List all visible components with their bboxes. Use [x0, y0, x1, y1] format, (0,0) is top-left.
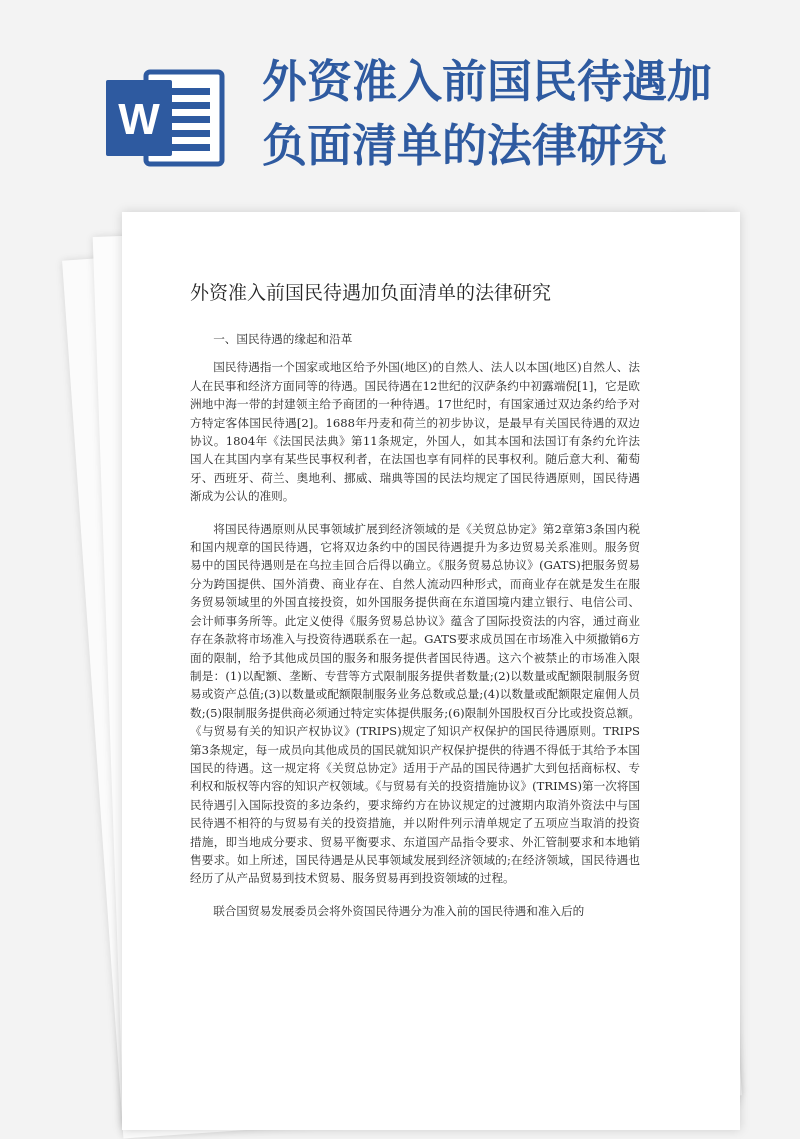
word-document-icon: [106, 66, 226, 170]
header-title: [262, 50, 782, 178]
header-title-line1: 外资准入前国民待遇加: [262, 55, 713, 108]
document-body: [190, 330, 640, 934]
section-heading: 一、国民待遇的缘起和沿革: [213, 332, 353, 346]
document-title: 外资准入前国民待遇加负面清单的法律研究: [190, 282, 552, 304]
paragraph-1: 国民待遇指一个国家或地区给予外国(地区)的自然人、法人以本国(地区)自然人、法人在民事和经济方面同等的待遇。国民待遇在12世纪的汉萨条约中初露端倪[1]，它是欧洲地中海一带的封建领主给予商团的一种待遇。17世纪时，有国家通过双边条约给予对方特定客体国民待遇[2]。1688年丹麦和荷兰的初步协议，是最早有关国民待遇的双边协议。1804年《法国民法典》第11条规定，外国人，如其本国和法国订有条约允许法国人在其国内享有某些民事权利者，在法国也享有同样的民事权利。随后意大利、葡萄牙、西班牙、荷兰、奥地利、挪威、瑞典等国的民法均规定了国民待遇原则，国民待遇渐成为公认的准则。: [190, 360, 640, 504]
document-page: [122, 212, 740, 1130]
word-icon-letter: W: [118, 95, 160, 144]
header-title-line2: 负面清单的法律研究: [262, 119, 668, 172]
paragraph-3: 联合国贸易发展委员会将外资国民待遇分为准入前的国民待遇和准入后的: [213, 903, 585, 918]
paragraph-2: 将国民待遇原则从民事领域扩展到经济领域的是《关贸总协定》第2章第3条国内税和国内规章的国民待遇，它将双边条约中的国民待遇提升为多边贸易关系准则。服务贸易中的国民待遇则是在乌拉圭回合后得以确立。《服务贸易总协议》(GATS)把服务贸易分为跨国提供、国外消费、商业存在、自然人流动四种形式，而商业存在就是发生在服务贸易领域里的外国直接投资，如外国服务提供商在东道国境内建立银行、电信公司、会计师事务所等。此定义使得《服务贸易总协议》蕴含了国际投资法的内容，通过商业存在条款将市场准入与投资待遇联系在一起。GATS要求成员国在市场准入中须撤销6方面的限制，给予其他成员国的服务和服务提供者国民待遇。这六个被禁止的市场准入限制是：(1)以配额、垄断、专营等方式限制服务提供者数量;(2)以数量或配额限制服务贸易或资产总值;(3)以数量或配额限制服务业务总数或总量;(4)以数量或配额限定雇佣人员数;(5)限制服务提供商必须通过特定实体提供服务;(6)限制外国股权百分比或投资总额。《与贸易有关的知识产权协议》(TRIPS)规定了知识产权保护的国民待遇原则。TRIPS第3条规定，每一成员向其他成员的国民就知识产权保护提供的待遇不得低于其给予本国国民的待遇。这一规定将《关贸总协定》适用于产品的国民待遇扩大到包括商标权、专利权和版权等内容的知识产权领域。《与贸易有关的投资措施协议》(TRIMS)第一次将国民待遇引入国际投资的多边条约，要求缔约方在协议规定的过渡期内取消外资法中与国民待遇不相符的与贸易有关的投资措施，并以附件列示清单规定了五项应当取消的投资措施，即当地成分要求、贸易平衡要求、东道国产品指令要求、外汇管制要求和本地销售要求。如上所述，国民待遇是从民事领域发展到经济领域的;在经济领域，国民待遇也经历了从产品贸易到技术贸易、服务贸易再到投资领域的过程。: [190, 521, 640, 886]
